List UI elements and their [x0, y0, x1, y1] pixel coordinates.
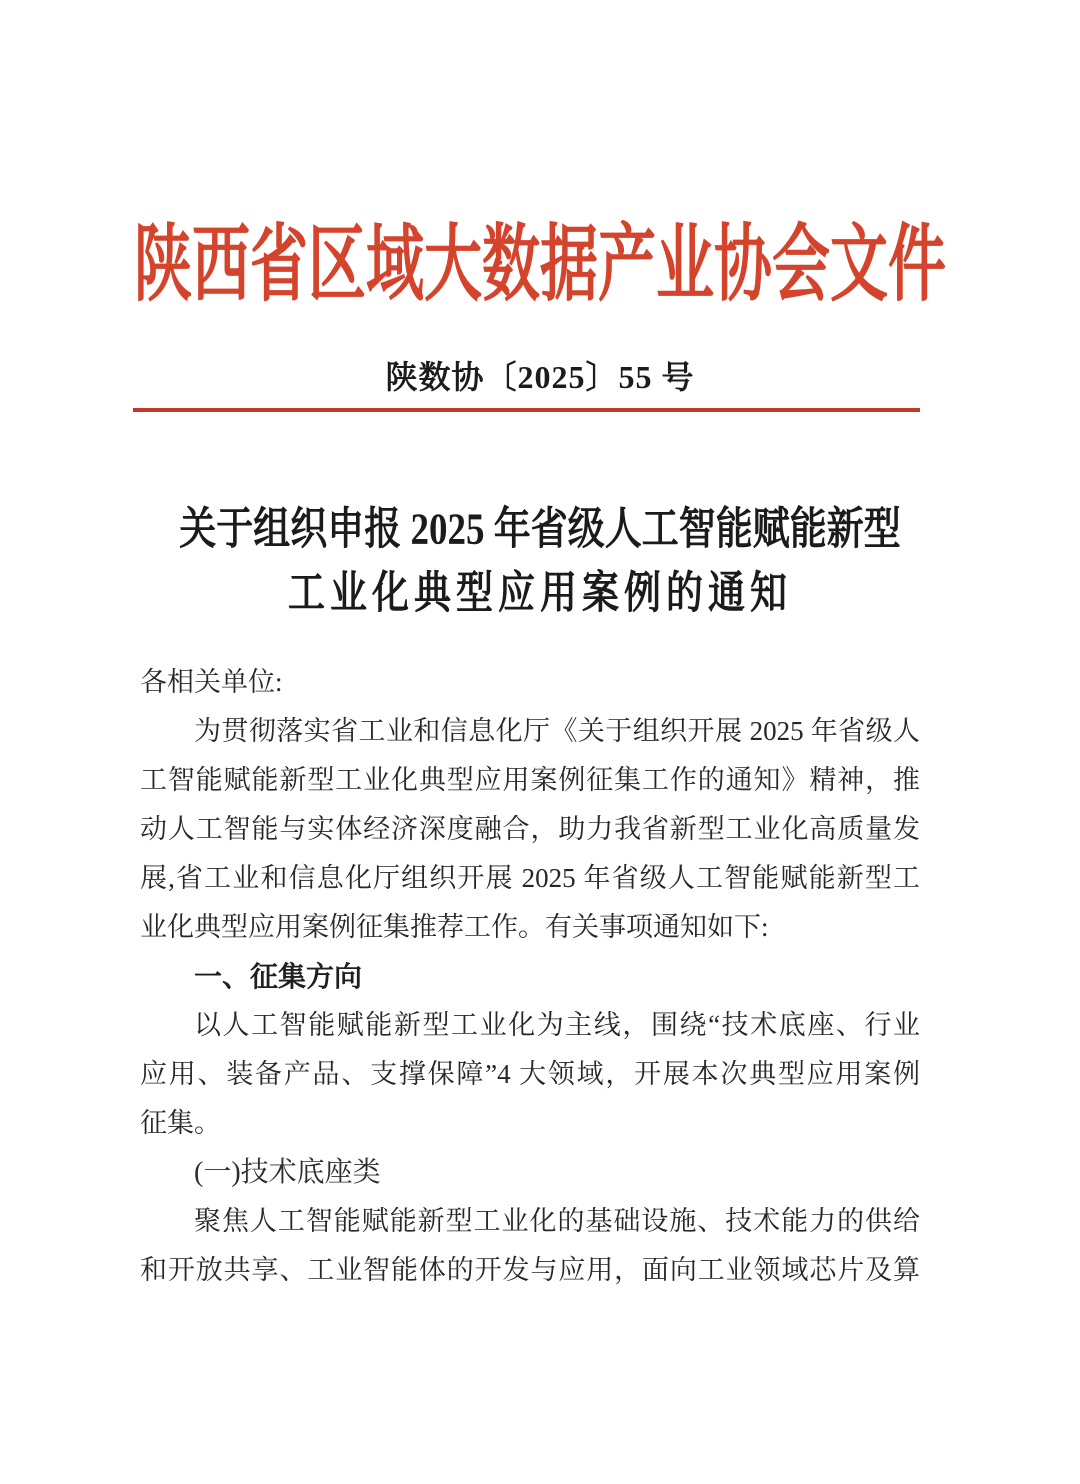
body-line: 和开放共享、工业智能体的开发与应用，面向工业领域芯片及算: [140, 1255, 920, 1285]
section-heading-1: 一、征集方向: [194, 961, 363, 992]
org-header-title: 陕西省区域大数据产业协会文件: [133, 217, 946, 312]
body-line: 应用、装备产品、支撑保障”4 大领域，开展本次典型应用案例: [140, 1059, 920, 1089]
body-line: 聚焦人工智能赋能新型工业化的基础设施、技术能力的供给: [194, 1206, 920, 1236]
document-title-line-1: 关于组织申报 2025 年省级人工智能赋能新型: [179, 505, 901, 555]
body-line: 展,省工业和信息化厅组织开展 2025 年省级人工智能赋能新型工: [140, 863, 920, 893]
document-title-line-2: 工业化典型应用案例的通知: [288, 569, 792, 619]
body-line: 工智能赋能新型工业化典型应用案例征集工作的通知》精神，推: [140, 765, 920, 795]
doc-number: 陕数协〔2025〕55 号: [385, 359, 695, 395]
body-line: 为贯彻落实省工业和信息化厅《关于组织开展 2025 年省级人: [194, 716, 920, 746]
red-divider-line: [133, 408, 920, 412]
body-line: 动人工智能与实体经济深度融合，助力我省新型工业化高质量发: [140, 814, 920, 844]
body-line: 征集。: [140, 1108, 221, 1138]
body-line: 以人工智能赋能新型工业化为主线，围绕“技术底座、行业: [194, 1010, 920, 1040]
body-line: 业化典型应用案例征集推荐工作。有关事项通知如下:: [140, 912, 769, 942]
document-body: [140, 658, 920, 1295]
salutation: 各相关单位:: [140, 667, 283, 697]
subsection-heading-1: (一)技术底座类: [194, 1157, 381, 1188]
